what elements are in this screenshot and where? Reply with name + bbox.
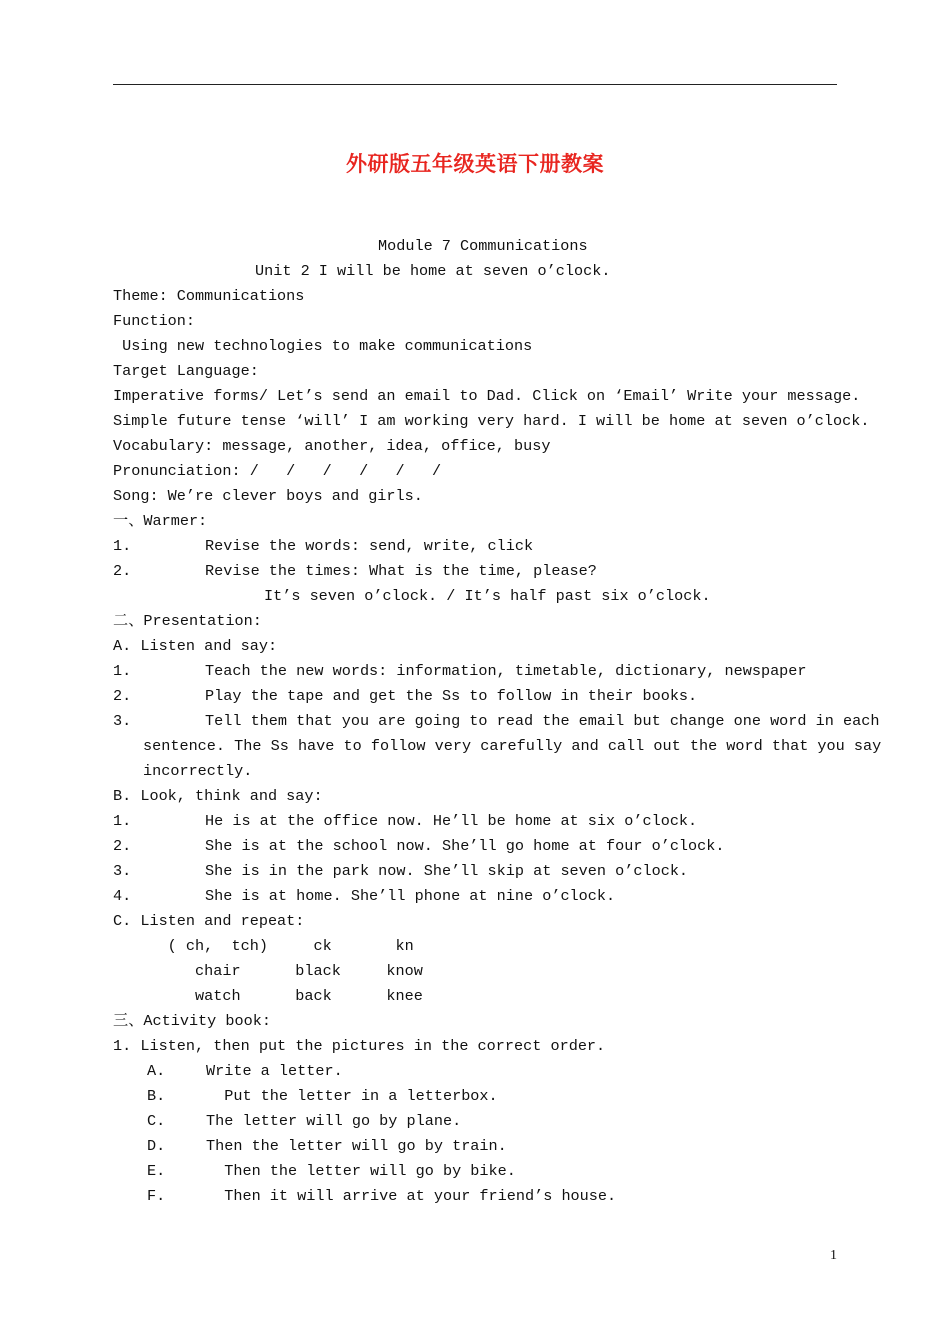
item-number: 1. [113, 537, 132, 555]
function-label: Function: [113, 312, 196, 330]
item-text: Then the letter will go by bike. [206, 1162, 516, 1180]
item-text: Write a letter. [206, 1062, 343, 1080]
lettered-item [113, 1084, 853, 1109]
item-text: She is in the park now. She’ll skip at seven o’clock. [205, 862, 689, 880]
item-letter: D. [147, 1137, 166, 1155]
lettered-item [113, 1059, 853, 1084]
warmer-continuation: It’s seven o’clock. / It’s half past six o’clock. [264, 587, 711, 605]
item-number: 1. [113, 812, 132, 830]
lettered-item [113, 1159, 853, 1184]
list-item [113, 684, 853, 709]
item-number: 2. [113, 562, 132, 580]
target-language-label: Target Language: [113, 362, 259, 380]
phonics-row: watch back knee [113, 987, 423, 1005]
item-continuation: sentence. The Ss have to follow very carefully and call out the word that you say [143, 737, 882, 755]
item-number: 3. [113, 712, 132, 730]
item-text: Teach the new words: information, timetable, dictionary, newspaper [205, 662, 807, 680]
activity-heading: 三、Activity book: [113, 1012, 271, 1030]
list-item [113, 659, 853, 684]
vocabulary-line: Vocabulary: message, another, idea, office, busy [113, 437, 551, 455]
list-item [113, 809, 853, 834]
phonics-row: chair black know [113, 962, 423, 980]
item-text: Then it will arrive at your friend’s house. [206, 1187, 617, 1205]
section-b-heading: B. Look, think and say: [113, 787, 323, 805]
list-item [113, 559, 853, 584]
list-item [113, 709, 880, 734]
phonics-row: ( ch, tch) ck kn [113, 937, 414, 955]
theme-line: Theme: Communications [113, 287, 305, 305]
list-item [113, 884, 853, 909]
list-item [113, 534, 853, 559]
song-line: Song: We’re clever boys and girls. [113, 487, 423, 505]
pronunciation-line: Pronunciation: / / / / / / [113, 462, 442, 480]
item-text: She is at home. She’ll phone at nine o’clock. [205, 887, 616, 905]
item-letter: E. [147, 1162, 166, 1180]
document-title: 外研版五年级英语下册教案 [346, 152, 604, 176]
item-text: He is at the office now. He’ll be home at six o’clock. [205, 812, 698, 830]
target-language-line-2: Simple future tense ‘will’ I am working very hard. I will be home at seven o’clock. [113, 412, 870, 430]
item-letter: C. [147, 1112, 166, 1130]
item-text: Revise the words: send, write, click [205, 537, 534, 555]
function-text: Using new technologies to make communications [113, 337, 533, 355]
item-number: 4. [113, 887, 132, 905]
item-number: 3. [113, 862, 132, 880]
item-text: She is at the school now. She’ll go home at four o’clock. [205, 837, 725, 855]
activity-item-1: 1. Listen, then put the pictures in the correct order. [113, 1037, 606, 1055]
item-number: 2. [113, 837, 132, 855]
target-language-line-1: Imperative forms/ Let’s send an email to Dad. Click on ‘Email’ Write your message. [113, 387, 861, 405]
section-c-heading: C. Listen and repeat: [113, 912, 305, 930]
lettered-item [113, 1134, 853, 1159]
lettered-item [113, 1184, 853, 1209]
section-a-heading: A. Listen and say: [113, 637, 278, 655]
page-number: 1 [830, 1248, 837, 1263]
item-text: Tell them that you are going to read the email but change one word in each [205, 712, 880, 730]
unit-heading: Unit 2 I will be home at seven o’clock. [255, 262, 611, 280]
lettered-item [113, 1109, 853, 1134]
item-number: 1. [113, 662, 132, 680]
warmer-heading: 一、Warmer: [113, 512, 208, 530]
item-text: Then the letter will go by train. [206, 1137, 507, 1155]
item-text: Revise the times: What is the time, please? [205, 562, 597, 580]
lesson-body [113, 234, 882, 1209]
item-letter: F. [147, 1187, 166, 1205]
list-item [113, 834, 853, 859]
list-item [113, 859, 853, 884]
item-text: Play the tape and get the Ss to follow in their books. [205, 687, 698, 705]
item-letter: A. [147, 1062, 166, 1080]
header-rule [113, 84, 837, 85]
module-heading: Module 7 Communications [378, 237, 588, 255]
item-letter: B. [147, 1087, 166, 1105]
item-text: The letter will go by plane. [206, 1112, 462, 1130]
item-number: 2. [113, 687, 132, 705]
item-continuation: incorrectly. [143, 762, 253, 780]
item-text: Put the letter in a letterbox. [206, 1087, 498, 1105]
presentation-heading: 二、Presentation: [113, 612, 262, 630]
